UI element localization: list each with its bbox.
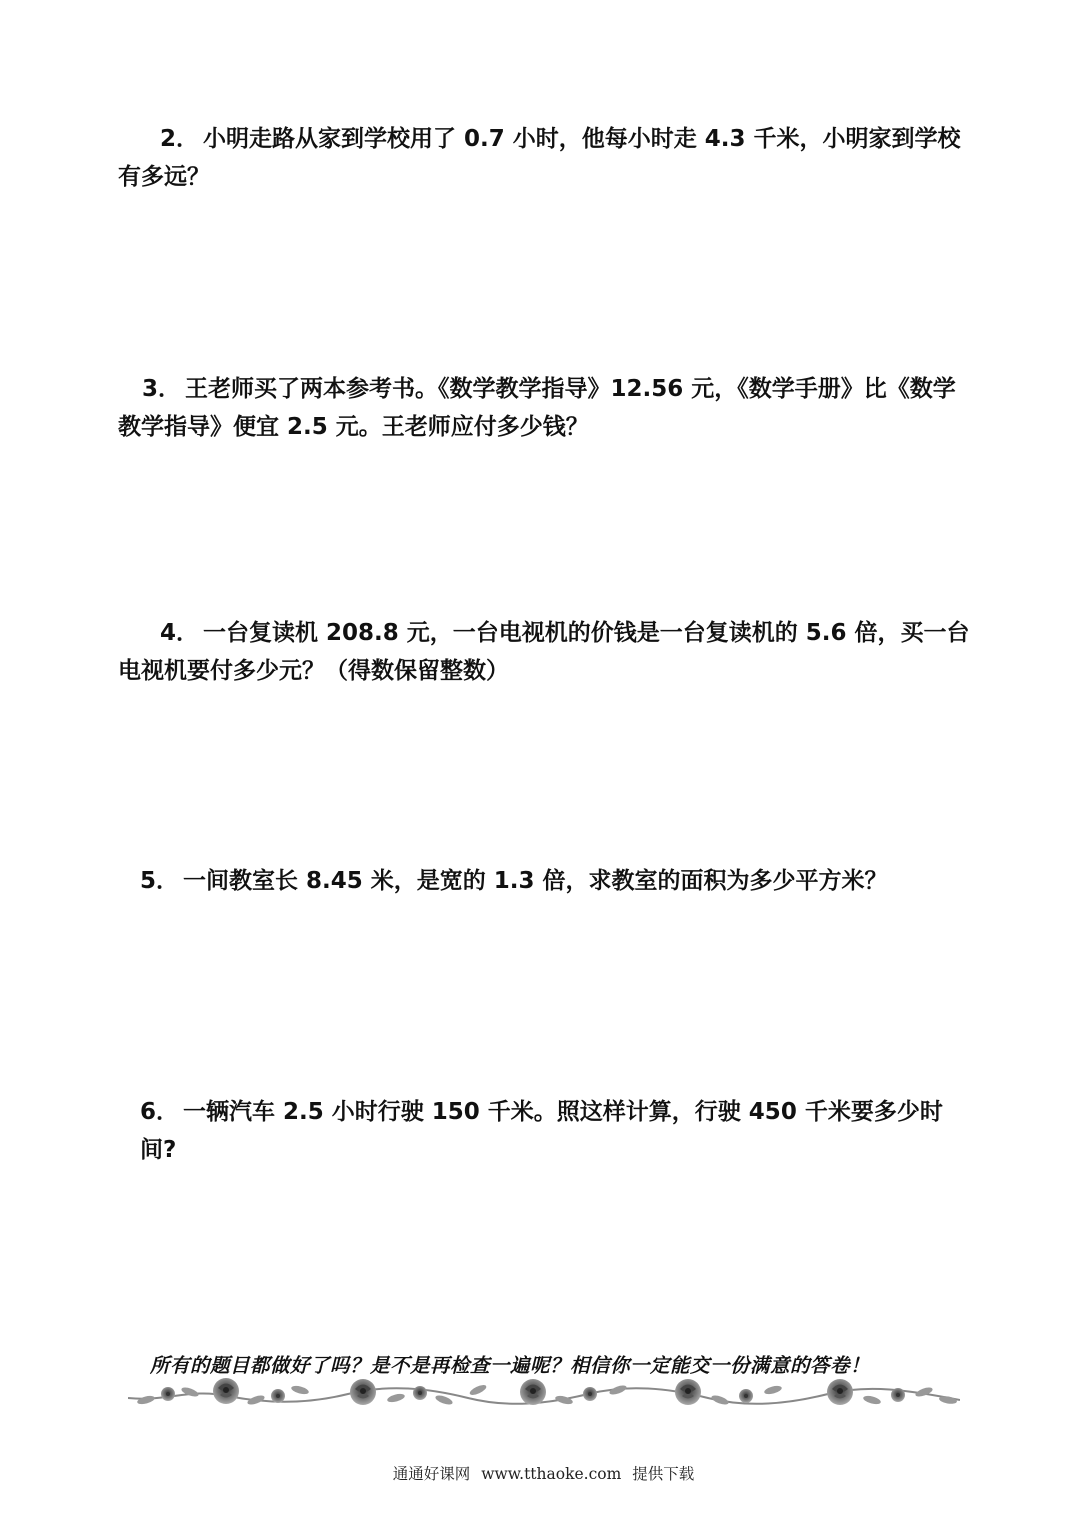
footer-url[interactable]: www.tthaoke.com <box>481 1465 622 1483</box>
footer-suffix: 提供下载 <box>632 1465 695 1483</box>
closing-message: 所有的题目都做好了吗？是不是再检查一遍呢？相信你一定能交一份满意的答卷！ <box>150 1354 871 1377</box>
problem-text: 一间教室长 8.45 米，是宽的 1.3 倍，求教室的面积为多少平方米？ <box>183 868 888 894</box>
problem-text: 小明走路从家到学校用了 0.7 小时，他每小时走 4.3 千米，小明家到学校有多远？ <box>118 126 961 190</box>
problem-text: 一台复读机 208.8 元，一台电视机的价钱是一台复读机的 5.6 倍，买一台电视机要付多少元？（得数保留整数） <box>118 620 970 684</box>
problem-4 <box>118 614 976 690</box>
problem-number: 2． <box>160 126 200 152</box>
page-footer <box>0 1462 1087 1484</box>
problem-5 <box>140 862 976 900</box>
problem-number: 3． <box>142 376 182 402</box>
problem-text: 一辆汽车 2.5 小时行驶 150 千米。照这样计算，行驶 450 千米要多少时间? <box>140 1099 943 1163</box>
problem-text: 王老师买了两本参考书。《数学教学指导》12.56 元，《数学手册》比《数学教学指导》便宜 2.5 元。王老师应付多少钱？ <box>118 376 956 440</box>
problem-3 <box>118 370 976 446</box>
footer-site-name: 通通好课网 <box>392 1465 471 1483</box>
problem-2 <box>118 120 976 196</box>
problem-6 <box>140 1093 976 1169</box>
rose-vine-divider <box>128 1374 960 1410</box>
problem-number: 4． <box>160 620 200 646</box>
problem-number: 5． <box>140 868 180 894</box>
problem-number: 6． <box>140 1099 180 1125</box>
